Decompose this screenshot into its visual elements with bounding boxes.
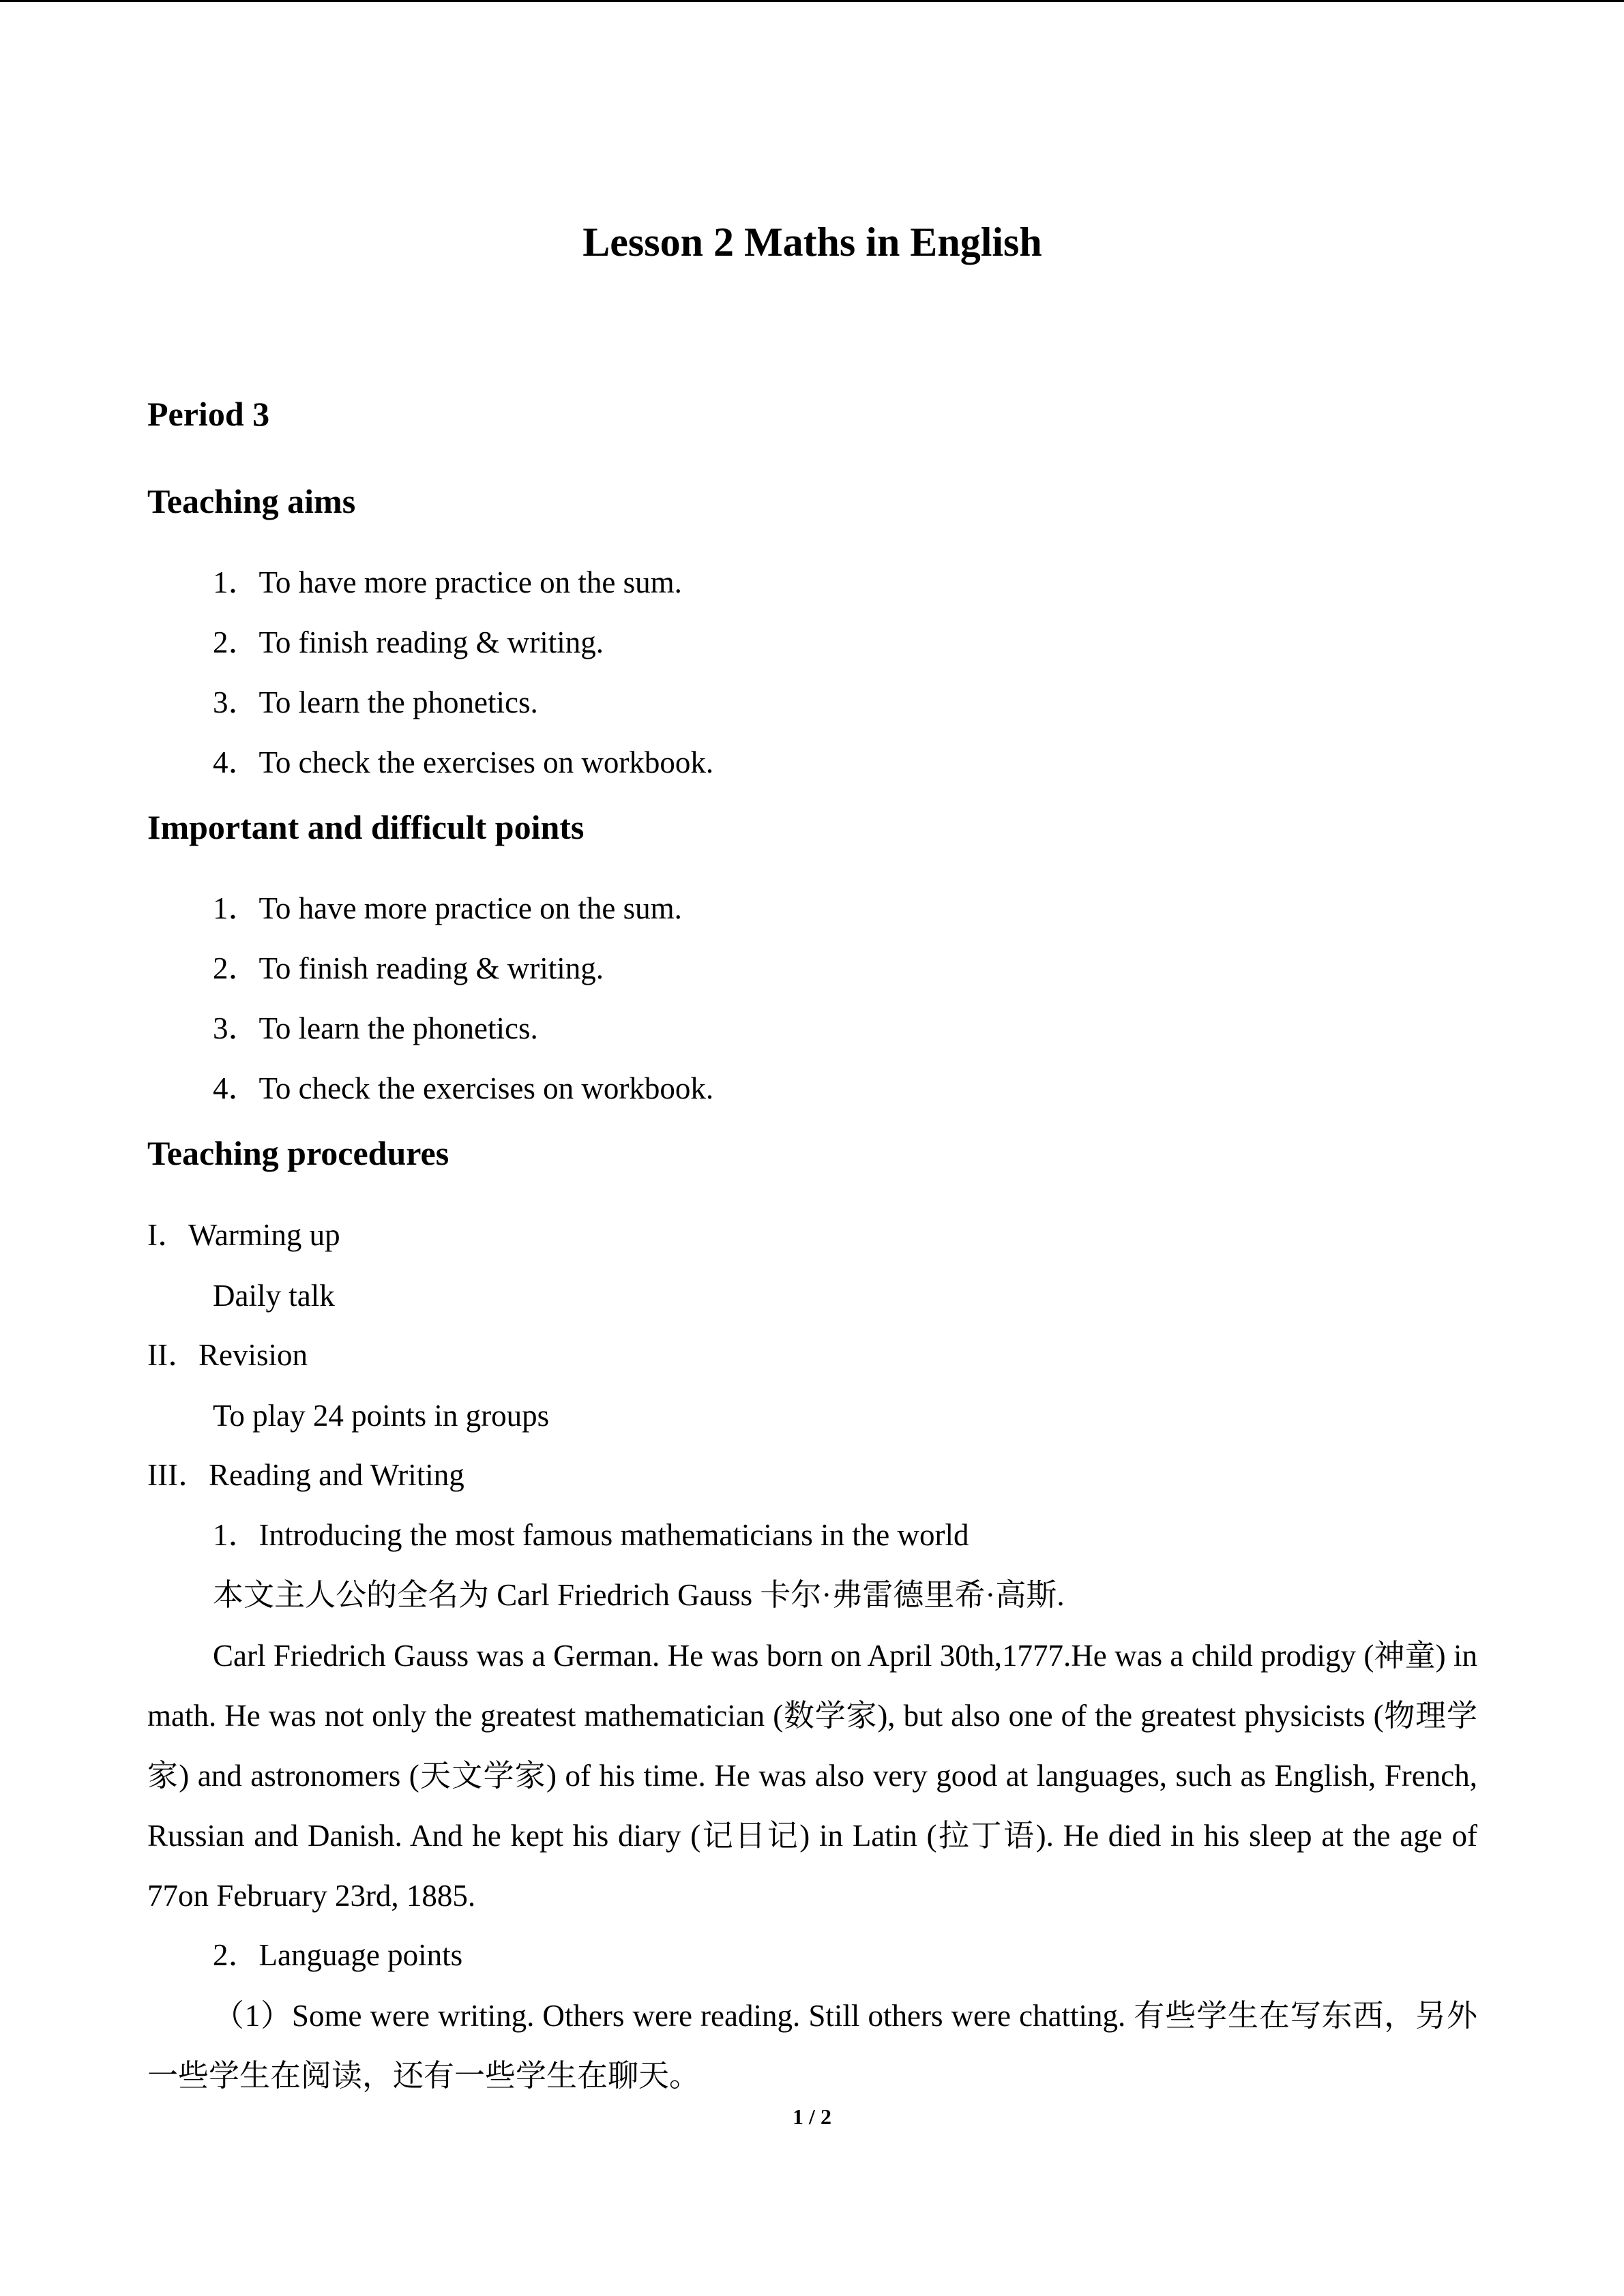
language-point-1 [147, 1986, 1477, 2106]
teaching-procedures-heading: Teaching procedures [147, 1134, 449, 1172]
aims-item-2: 2．To finish reading & writing. [213, 625, 604, 659]
section-revision: II．Revision [147, 1338, 308, 1372]
teaching-aims-heading: Teaching aims [147, 482, 356, 520]
reading-item-1: 1．Introducing the most famous mathematicians in the world [213, 1518, 969, 1552]
gauss-full-name: 本文主人公的全名为 Carl Friedrich Gauss 卡尔·弗雷德里希·高斯. [213, 1578, 1065, 1612]
section-reading-writing: III．Reading and Writing [147, 1458, 464, 1492]
points-item-3: 3．To learn the phonetics. [213, 1011, 538, 1045]
section-warming-up: I．Warming up [147, 1218, 340, 1252]
reading-item-2: 2．Language points [213, 1938, 463, 1972]
points-item-4: 4．To check the exercises on workbook. [213, 1071, 714, 1105]
points-item-2: 2．To finish reading & writing. [213, 951, 604, 985]
warming-up-body: Daily talk [213, 1279, 335, 1313]
revision-body: To play 24 points in groups [213, 1399, 550, 1433]
gauss-paragraph-text: Carl Friedrich Gauss was a German. He was born on April 30th,1777.He was a child prodigy (神童) in math. He was not only the greatest mathematician (数学家), but also one of the greatest physicists (物理学家) and astronomers (天文学家) of his time. He was also very good at languages, such as English, French, Russian and Danish. And he kept his diary (记日记) in Latin (拉丁语). He died in his sleep at the age of 77on February 23rd, 1885. [147, 1639, 1477, 1913]
language-point-1-text: （1）Some were writing. Others were reading. Still others were chatting. 有些学生在写东西，另外一些学生在阅读，还有一些学生在聊天。 [147, 1999, 1477, 2093]
period-heading: Period 3 [147, 395, 270, 433]
top-border [0, 0, 1624, 2]
important-points-heading: Important and difficult points [147, 808, 585, 846]
aims-item-3: 3．To learn the phonetics. [213, 685, 538, 719]
page-number: 1 / 2 [793, 2104, 831, 2129]
aims-item-4: 4．To check the exercises on workbook. [213, 745, 714, 779]
lesson-title: Lesson 2 Maths in English [582, 220, 1042, 265]
aims-item-1: 1．To have more practice on the sum. [213, 565, 682, 599]
gauss-paragraph [147, 1626, 1477, 1926]
points-item-1: 1．To have more practice on the sum. [213, 891, 682, 925]
